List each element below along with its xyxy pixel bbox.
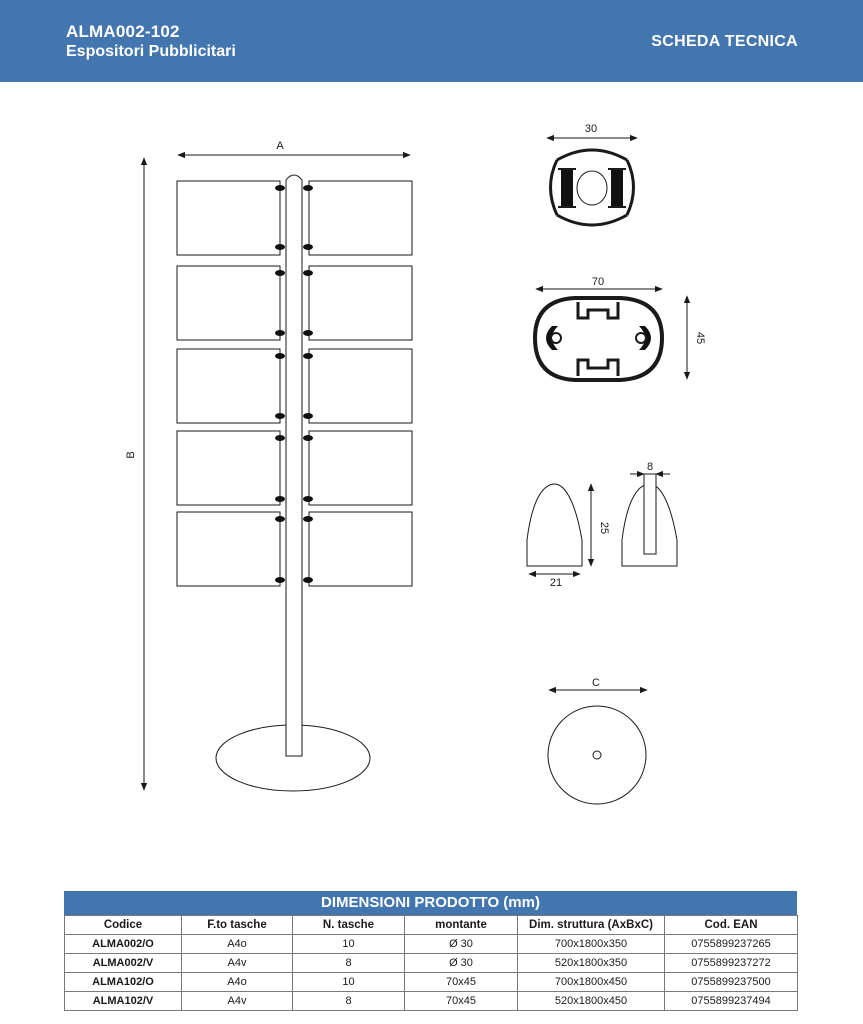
table-row (65, 954, 798, 973)
pocket-right-4 (309, 431, 412, 505)
clip-slot-label: 8 (646, 461, 654, 473)
cell-codice: ALMA002/V (65, 954, 182, 973)
cell-formato: A4v (182, 992, 293, 1011)
product-subtitle: Espositori Pubblicitari (66, 43, 236, 60)
base-plate-top-view (548, 690, 647, 804)
dimensions-table-block (64, 891, 797, 1011)
cell-codice: ALMA002/O (65, 935, 182, 954)
table-row (65, 935, 798, 954)
cell-ean: 0755899237494 (665, 992, 798, 1011)
table-header-row (65, 916, 798, 935)
pocket-right-2 (309, 266, 412, 340)
pocket-right-5 (309, 512, 412, 586)
cell-dim-struttura: 700x1800x350 (518, 935, 665, 954)
oval-profile-section (535, 276, 706, 380)
header-montante: montante (405, 916, 518, 935)
cell-dim-struttura: 520x1800x450 (518, 992, 665, 1011)
clip-side-view (622, 474, 677, 566)
cell-n-tasche: 10 (293, 935, 405, 954)
pocket-right-3 (309, 349, 412, 423)
header-formato: F.to tasche (182, 916, 293, 935)
cell-montante: 70x45 (405, 992, 518, 1011)
cell-ean: 0755899237272 (665, 954, 798, 973)
stand-pole (286, 175, 302, 756)
cell-formato: A4o (182, 935, 293, 954)
pocket-left-2 (177, 266, 280, 340)
cell-montante: Ø 30 (405, 954, 518, 973)
cell-n-tasche: 8 (293, 992, 405, 1011)
header-n-tasche: N. tasche (293, 916, 405, 935)
table-row (65, 992, 798, 1011)
cell-n-tasche: 10 (293, 973, 405, 992)
document-type: SCHEDA TECNICA (651, 33, 798, 50)
cell-dim-struttura: 520x1800x350 (518, 954, 665, 973)
cell-formato: A4o (182, 973, 293, 992)
round-profile-section (547, 123, 637, 225)
cell-codice: ALMA102/O (65, 973, 182, 992)
pocket-left-3 (177, 349, 280, 423)
cell-ean: 0755899237500 (665, 973, 798, 992)
pocket-left-5 (177, 512, 280, 586)
header-bar (0, 0, 863, 82)
header-ean: Cod. EAN (665, 916, 798, 935)
table-title: DIMENSIONI PRODOTTO (mm) (64, 891, 797, 915)
cell-montante: Ø 30 (405, 935, 518, 954)
cell-ean: 0755899237265 (665, 935, 798, 954)
cell-dim-struttura: 700x1800x450 (518, 973, 665, 992)
dimension-c-label: C (592, 677, 600, 689)
header-codice: Codice (65, 916, 182, 935)
pocket-right-1 (309, 181, 412, 255)
clip-height-label: 25 (598, 521, 610, 535)
oval-profile-height-label: 45 (694, 331, 706, 345)
round-profile-width-label: 30 (584, 123, 598, 135)
display-stand (144, 155, 412, 791)
pocket-left-4 (177, 431, 280, 505)
clip-width-label: 21 (549, 577, 563, 589)
oval-profile-width-label: 70 (591, 276, 605, 288)
clip-front-view (527, 484, 591, 574)
pocket-left-1 (177, 181, 280, 255)
product-code: ALMA002-102 (66, 22, 180, 41)
header-dim-struttura: Dim. struttura (AxBxC) (518, 916, 665, 935)
dimensions-table (64, 915, 798, 1011)
table-row (65, 973, 798, 992)
cell-n-tasche: 8 (293, 954, 405, 973)
dimension-b-label: B (125, 451, 137, 459)
technical-drawing (0, 82, 863, 882)
cell-codice: ALMA102/V (65, 992, 182, 1011)
cell-montante: 70x45 (405, 973, 518, 992)
cell-formato: A4v (182, 954, 293, 973)
dimension-a-label: A (276, 140, 284, 152)
